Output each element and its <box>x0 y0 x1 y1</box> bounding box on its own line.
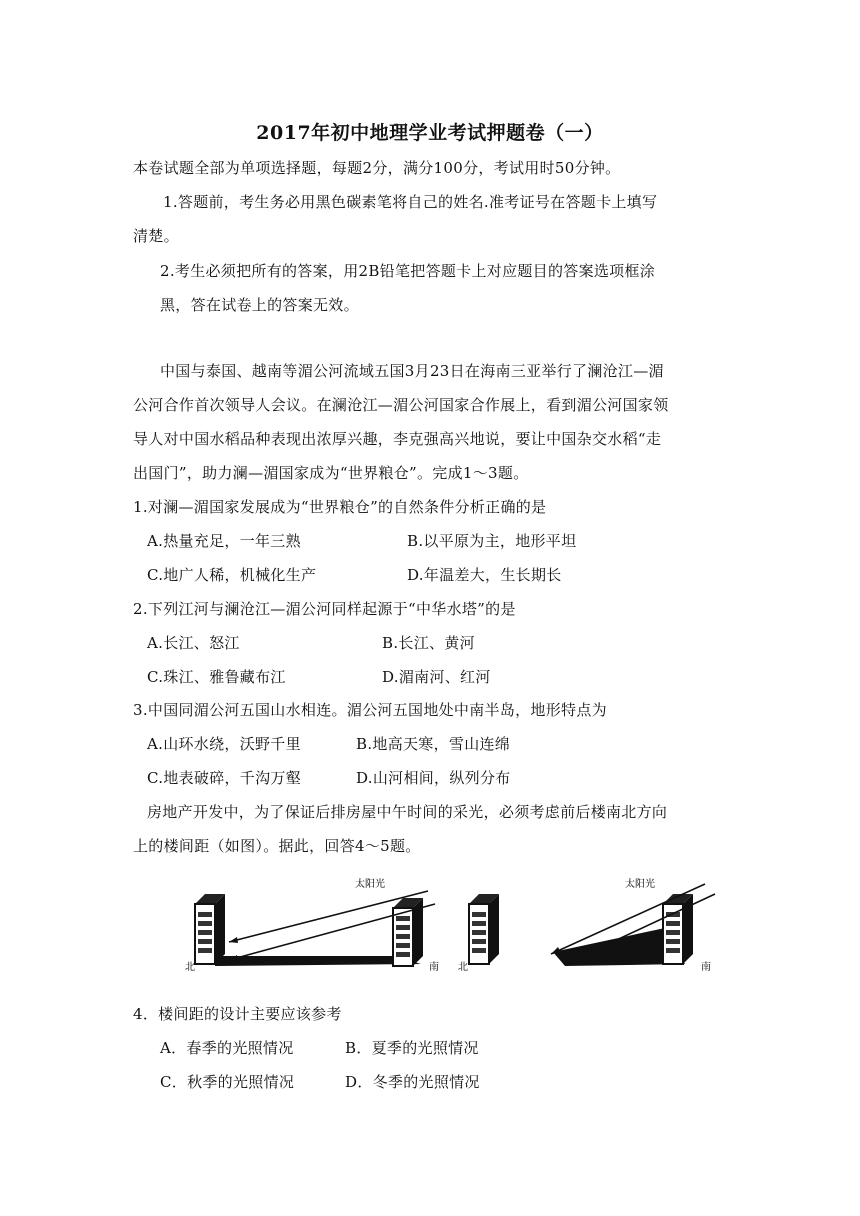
south-building-right <box>663 894 693 964</box>
question-2-option-d: D.湄南河、红河 <box>382 668 491 686</box>
building-spacing-figure <box>185 870 740 982</box>
question-3-stem: 3.中国同湄公河五国山水相连。湄公河五国地处中南半岛，地形特点为 <box>133 701 607 719</box>
north-building-right <box>469 894 499 964</box>
passage1-line1: 中国与泰国、越南等湄公河流域五国3月23日在海南三亚举行了澜沧江—湄 <box>160 362 664 380</box>
question-4-option-d: D．冬季的光照情况 <box>345 1073 480 1091</box>
instruction-2-line2: 黑，答在试卷上的答案无效。 <box>160 296 359 314</box>
shadow-ground-left <box>215 956 421 966</box>
question-1-option-d: D.年温差大，生长期长 <box>407 566 562 584</box>
instruction-2-line1: 2.考生必须把所有的答案，用2B铅笔把答题卡上对应题目的答案选项框涂 <box>160 262 656 280</box>
question-3-option-d: D.山河相间，纵列分布 <box>356 769 511 787</box>
question-4-option-b: B．夏季的光照情况 <box>345 1039 479 1057</box>
south-label-left: 南 <box>429 962 439 973</box>
passage1-line4: 出国门”，助力澜—湄国家成为“世界粮仓”。完成1～3题。 <box>133 464 529 482</box>
north-label-right: 北 <box>458 962 468 973</box>
passage1-line2: 公河合作首次领导人会议。在澜沧江—湄公河国家合作展上，看到湄公河国家领 <box>133 396 669 414</box>
passage2-line1: 房地产开发中，为了保证后排房屋中午时间的采光，必须考虑前后楼南北方向 <box>147 803 668 821</box>
question-2-option-b: B.长江、黄河 <box>382 634 475 652</box>
question-2-option-a: A.长江、怒江 <box>147 634 240 652</box>
south-label-right: 南 <box>701 962 711 973</box>
question-1-option-c: C.地广人稀，机械化生产 <box>147 566 317 584</box>
passage2-line2: 上的楼间距（如图）。据此，回答4～5题。 <box>133 837 421 855</box>
question-4-stem: 4．楼间距的设计主要应该参考 <box>133 1005 342 1023</box>
question-3-option-b: B.地高天寒，雪山连绵 <box>356 735 511 753</box>
intro-text: 本卷试题全部为单项选择题，每题2分，满分100分，考试用时50分钟。 <box>133 159 621 177</box>
question-1-stem: 1.对澜—湄国家发展成为“世界粮仓”的自然条件分析正确的是 <box>133 498 547 516</box>
sunlight-label-right: 太阳光 <box>625 879 655 890</box>
question-2-stem: 2.下列江河与澜沧江—湄公河同样起源于“中华水塔”的是 <box>133 600 516 618</box>
sunlight-label-left: 太阳光 <box>355 879 385 890</box>
passage1-line3: 导人对中国水稻品种表现出浓厚兴趣，李克强高兴地说，要让中国杂交水稻“走 <box>133 430 662 448</box>
exam-title: 2017年初中地理学业考试押题卷（一） <box>256 122 604 144</box>
question-1-option-b: B.以平原为主，地形平坦 <box>407 532 577 550</box>
instruction-1-line2: 清楚。 <box>133 227 179 245</box>
question-3-option-a: A.山环水绕，沃野千里 <box>147 735 301 753</box>
instruction-1-line1: 1.答题前，考生务必用黑色碳素笔将自己的姓名.准考证号在答题卡上填写 <box>163 193 658 211</box>
north-label-left: 北 <box>185 962 195 973</box>
question-4-option-a: A．春季的光照情况 <box>160 1039 294 1057</box>
question-1-option-a: A.热量充足，一年三熟 <box>147 532 301 550</box>
north-building-left <box>195 894 225 964</box>
question-4-option-c: C．秋季的光照情况 <box>160 1073 295 1091</box>
question-2-option-c: C.珠江、雅鲁藏布江 <box>147 668 286 686</box>
winter-diagram <box>458 877 715 973</box>
summer-diagram <box>185 877 439 973</box>
question-3-option-c: C.地表破碎，千沟万壑 <box>147 769 302 787</box>
